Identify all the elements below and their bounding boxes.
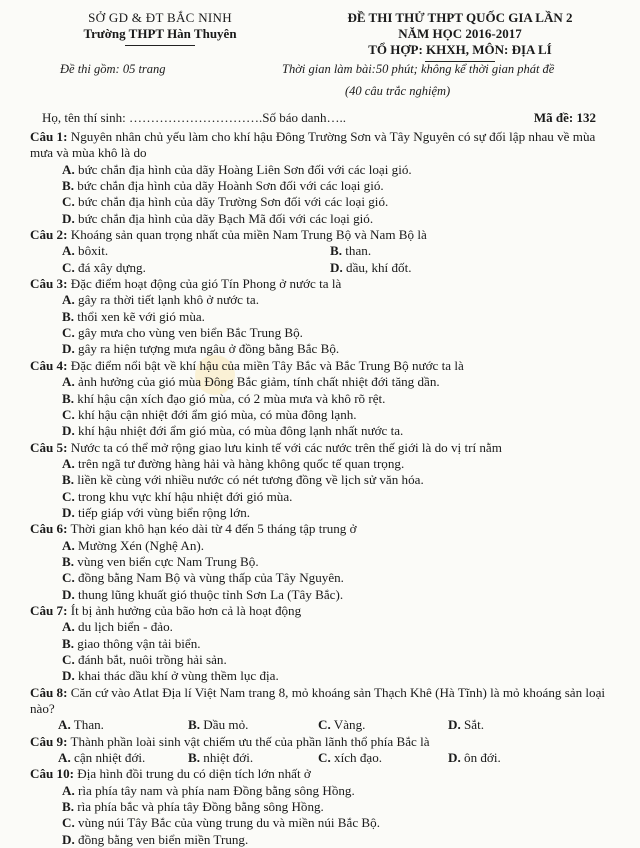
question <box>28 227 618 276</box>
header-right <box>310 10 610 62</box>
question-text: Căn cứ vào Atlat Địa lí Việt Nam trang 8, mỏ khoáng sản Thạch Khê (Hà Tĩnh) là mỏ khoáng sản loại nào? <box>30 684 606 717</box>
answer-option: D. Sắt. <box>448 717 485 733</box>
answer-option: C. đá xây dựng. <box>62 259 146 275</box>
answer-option: B. bức chắn địa hình của dãy Hoành Sơn đối với các loại gió. <box>62 178 384 194</box>
school-year: NĂM HỌC 2016-2017 <box>398 26 522 41</box>
question-number: Câu 1: <box>30 129 68 144</box>
answer-option: A. bức chắn địa hình của dãy Hoàng Liên Sơn đối với các loại gió. <box>62 161 412 177</box>
question-number: Câu 3: <box>30 276 68 292</box>
answer-option: D. khai thác dầu khí ở vùng thềm lục địa. <box>62 668 279 684</box>
question-number: Câu 9: <box>30 733 68 749</box>
school-name: Trường THPT Hàn Thuyên <box>83 26 237 41</box>
question <box>28 521 618 603</box>
answer-option: D. đồng bằng ven biển miền Trung. <box>62 831 249 847</box>
answer-option: A. du lịch biển - đảo. <box>62 619 173 635</box>
question <box>28 276 618 358</box>
answer-option: A. Than. <box>58 717 104 733</box>
question-number: Câu 2: <box>30 227 68 243</box>
answer-option: C. đồng bằng Nam Bộ và vùng thấp của Tây Nguyên. <box>62 570 344 586</box>
answer-option: B. nhiệt đới. <box>188 750 254 766</box>
answer-option: B. vùng ven biển cực Nam Trung Bộ. <box>62 553 259 569</box>
answer-option: D. thung lũng khuất gió thuộc tỉnh Sơn La (Tây Bắc). <box>62 586 344 602</box>
question <box>28 603 618 685</box>
answer-option: C. bức chắn địa hình của dãy Trường Sơn đối với các loại gió. <box>62 194 389 210</box>
question <box>28 129 618 227</box>
answer-option: A. Mường Xén (Nghệ An). <box>62 537 205 553</box>
answer-option: D. bức chắn địa hình của dãy Bạch Mã đối với các loại gió. <box>62 210 374 226</box>
answer-option: D. tiếp giáp với vùng biển rộng lớn. <box>62 504 251 520</box>
question-number: Câu 7: <box>30 602 68 618</box>
question-text: Nguyên nhân chủ yếu làm cho khí hậu Đông Trường Sơn và Tây Nguyên có sự đối lập nhau về mùa mưa và mùa khô là do <box>30 129 596 161</box>
question-text: Nước ta có thể mở rộng giao lưu kinh tế với các nước trên thế giới là do vị trí nằm <box>70 439 502 455</box>
question <box>28 685 618 734</box>
answer-option: A. rìa phía tây nam và phía nam Đồng bằng sông Hồng. <box>62 782 355 798</box>
answer-option: B. khí hậu cận xích đạo gió mùa, có 2 mùa mưa và khô rõ rệt. <box>62 390 386 406</box>
page-count: Đề thi gồm: 05 trang <box>60 62 166 76</box>
answer-option: B. than. <box>330 243 372 259</box>
answer-option: A. cận nhiệt đới. <box>58 750 146 766</box>
question <box>28 766 618 848</box>
question <box>28 734 618 767</box>
question-number: Câu 5: <box>30 439 68 455</box>
answer-option: C. trong khu vực khí hậu nhiệt đới gió mùa. <box>62 488 293 504</box>
answer-option: D. dầu, khí đốt. <box>330 259 412 275</box>
answer-option: B. liền kề cùng với nhiều nước có nét tương đồng về lịch sử văn hóa. <box>62 472 424 488</box>
answer-option: D. ôn đới. <box>448 750 501 766</box>
answer-option: A. bôxit. <box>62 243 109 259</box>
question-text: Ít bị ảnh hưởng của bão hơn cả là hoạt động <box>70 602 302 618</box>
question <box>28 358 618 440</box>
subject-line: TỔ HỢP: KHXH, MÔN: ĐỊA LÍ <box>368 42 552 57</box>
exam-code: Mã đề: 132 <box>533 110 596 125</box>
question-text: Đặc điểm hoạt động của gió Tín Phong ở nước ta là <box>70 276 342 292</box>
answer-option: B. Dầu mỏ. <box>188 717 249 733</box>
answer-option: B. rìa phía bắc và phía tây Đồng bằng sông Hồng. <box>62 799 324 815</box>
question <box>28 440 618 522</box>
exam-title: ĐỀ THI THỬ THPT QUỐC GIA LẦN 2 <box>347 10 573 25</box>
question-text: Thành phần loài sinh vật chiếm ưu thế của phần lãnh thổ phía Bắc là <box>70 733 430 749</box>
answer-option: C. khí hậu cận nhiệt đới ẩm gió mùa, có mùa đông lạnh. <box>62 406 357 422</box>
question-count: (40 câu trắc nghiệm) <box>345 84 451 98</box>
question-number: Câu 6: <box>30 521 68 537</box>
answer-option: B. thổi xen kẽ với gió mùa. <box>62 308 205 324</box>
answer-option: D. gây ra hiện tượng mưa ngâu ở đồng bằng Bắc Bộ. <box>62 341 340 357</box>
question-text: Đặc điểm nổi bật về khí hậu của miền Tây Bắc và Bắc Trung Bộ nước ta là <box>70 357 464 373</box>
question-text: Địa hình đồi trung du có diện tích lớn nhất ở <box>77 766 311 782</box>
question-list <box>28 129 618 848</box>
answer-option: A. ảnh hưởng của gió mùa Đông Bắc giảm, tính chất nhiệt đới tăng dần. <box>62 374 440 390</box>
answer-option: C. đánh bắt, nuôi trồng hải sản. <box>62 652 227 667</box>
header-left <box>40 10 280 46</box>
department-name: SỞ GD & ĐT BẮC NINH <box>88 10 232 25</box>
question-text: Thời gian khô hạn kéo dài từ 4 đến 5 tháng tập trung ở <box>70 521 357 537</box>
answer-option: A. gây ra thời tiết lạnh khô ở nước ta. <box>62 292 259 308</box>
question-number: Câu 8: <box>30 684 68 700</box>
answer-option: D. khí hậu nhiệt đới ẩm gió mùa, có mùa đông lạnh nhất nước ta. <box>62 423 404 439</box>
question-number: Câu 4: <box>30 357 68 373</box>
student-info-line: Họ, tên thí sinh: ………………………….Số báo danh….. <box>42 110 347 125</box>
time-limit: Thời gian làm bài:50 phút; không kể thời gian phát đề <box>282 62 555 76</box>
header-divider <box>125 45 195 46</box>
answer-option: C. Vàng. <box>318 717 366 733</box>
answer-option: C. gây mưa cho vùng ven biển Bắc Trung Bộ. <box>62 325 303 341</box>
question-text: Khoáng sản quan trọng nhất của miền Nam Trung Bộ và Nam Bộ là <box>70 227 427 243</box>
answer-option: C. xích đạo. <box>318 750 383 766</box>
answer-option: C. vùng núi Tây Bắc của vùng trung du và miền núi Bắc Bộ. <box>62 815 380 831</box>
answer-option: B. giao thông vận tải biển. <box>62 635 201 651</box>
answer-option: A. trên ngã tư đường hàng hải và hàng không quốc tế quan trọng. <box>62 455 405 471</box>
question-number: Câu 10: <box>30 766 75 782</box>
